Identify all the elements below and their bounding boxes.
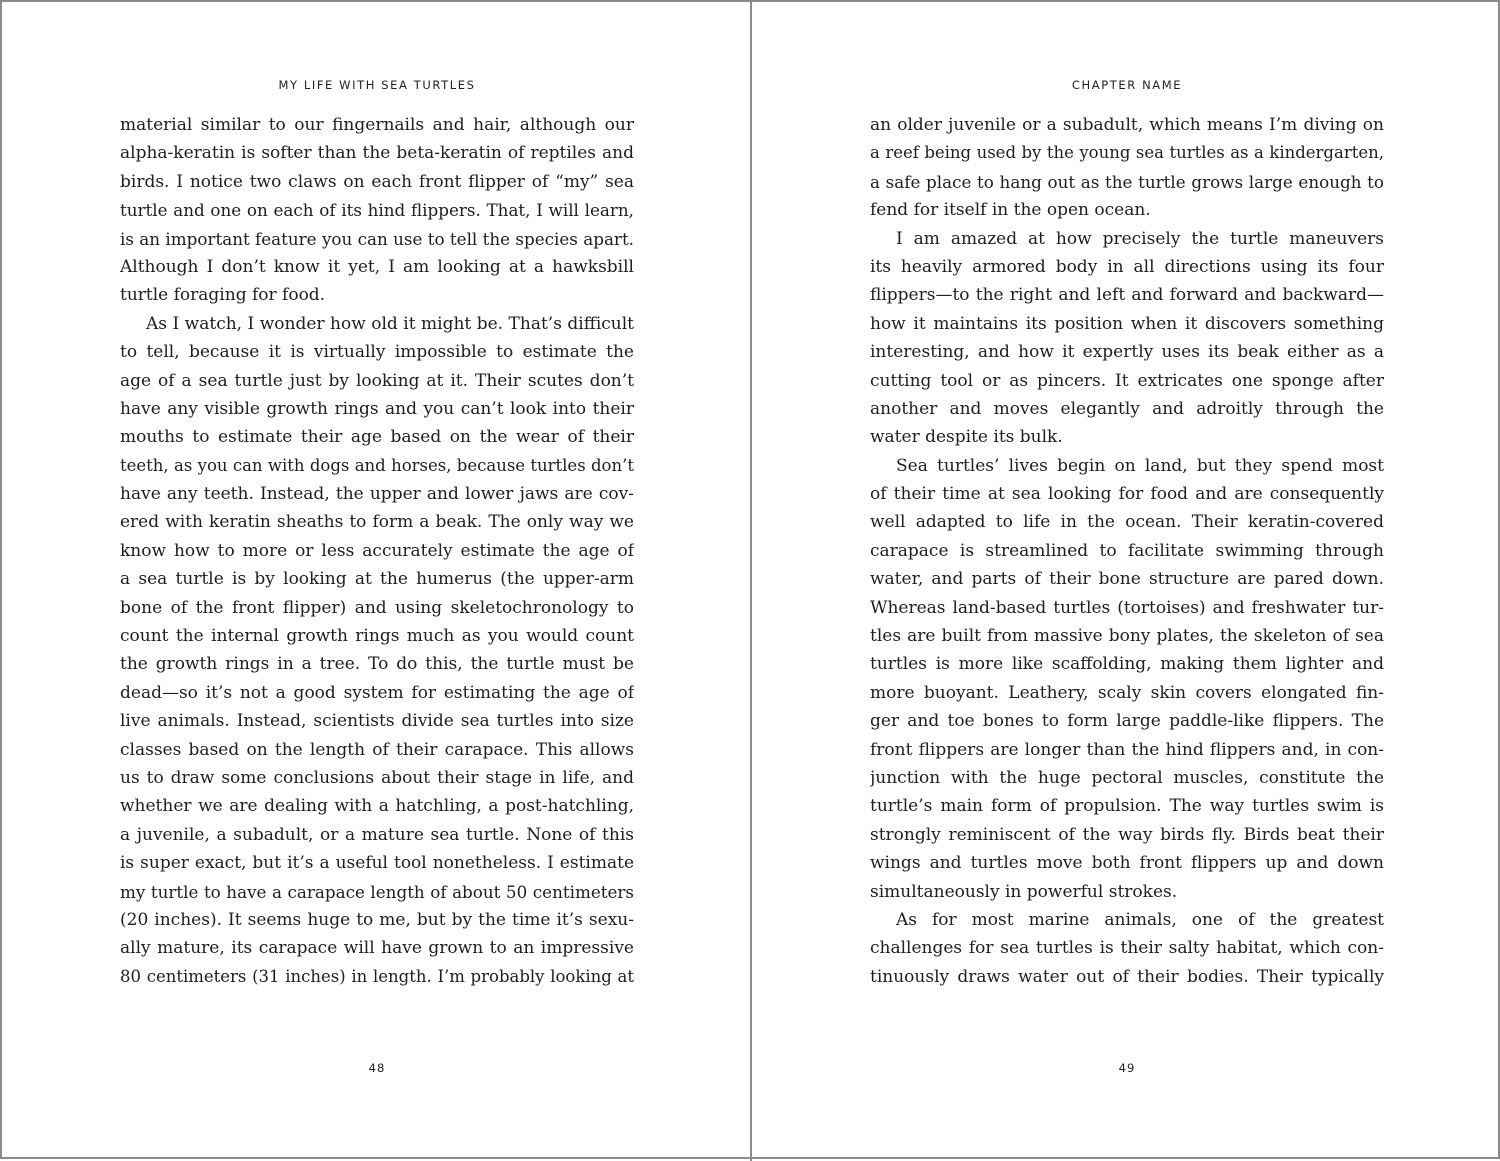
text-line: ally mature, its carapace will have grown to an impressive [120, 938, 634, 959]
text-line: turtle and one on each of its hind flippers. That, I will learn, [120, 200, 634, 221]
text-line: water, and parts of their bone structure are pared down. [870, 569, 1384, 590]
text-line: bone of the front flipper) and using skeletochronology to [120, 597, 634, 618]
text-line: Although I don’t know it yet, I am looking at a hawksbill [120, 256, 634, 277]
text-line: junction with the huge pectoral muscles, constitute the [870, 767, 1384, 788]
text-line: birds. I notice two claws on each front flipper of “my” sea [120, 171, 634, 192]
text-line: front flippers are longer than the hind flippers and, in con- [870, 739, 1384, 760]
text-line: 80 centimeters (31 inches) in length. I’m probably looking at [120, 966, 634, 986]
text-line: more buoyant. Leathery, scaly skin covers elongated fin- [870, 682, 1384, 703]
text-line: an older juvenile or a subadult, which means I’m diving on [870, 115, 1384, 135]
text-line: my turtle to have a carapace length of about 50 centimeters [120, 881, 634, 902]
text-line: turtles is more like scaffolding, making them lighter and [870, 654, 1384, 675]
text-line: a sea turtle is by looking at the humerus (the upper-arm [120, 569, 634, 590]
text-line: tinuously draws water out of their bodies. Their typically [870, 966, 1384, 987]
text-line: Sea turtles’ lives begin on land, but they spend most [896, 455, 1384, 476]
text-line: know how to more or less accurately estimate the age of [120, 540, 634, 561]
text-line: As I watch, I wonder how old it might be. That’s difficult [146, 313, 634, 334]
text-line: I am amazed at how precisely the turtle maneuvers [896, 228, 1384, 249]
text-line: turtle foraging for food. [120, 285, 326, 306]
text-line: carapace is streamlined to facilitate swimming through [870, 540, 1384, 561]
running-head-left: MY LIFE WITH SEA TURTLES [278, 78, 476, 92]
right-page [870, 2, 1384, 1161]
text-line: dead—so it’s not a good system for estimating the age of [120, 682, 634, 703]
text-line: age of a sea turtle just by looking at it. Their scutes don’t [120, 370, 634, 391]
text-line: teeth, as you can with dogs and horses, because turtles don’t [120, 455, 634, 475]
body-text-left [120, 111, 634, 991]
text-line: wings and turtles move both front flippers up and down [870, 853, 1384, 874]
text-line: (20 inches). It seems huge to me, but by the time it’s sexu- [120, 909, 634, 930]
text-line: ered with keratin sheaths to form a beak. The only way we [120, 512, 634, 533]
text-line: us to draw some conclusions about their stage in life, and [120, 767, 634, 788]
text-line: have any visible growth rings and you can’t look into their [120, 398, 634, 419]
text-line: strongly reminiscent of the way birds fly. Birds beat their [870, 824, 1384, 845]
text-line: classes based on the length of their carapace. This allows [120, 739, 634, 760]
text-line: another and moves elegantly and adroitly through the [870, 398, 1384, 419]
text-line: water despite its bulk. [870, 427, 1063, 448]
text-line: fend for itself in the open ocean. [870, 200, 1151, 221]
text-line: turtle’s main form of propulsion. The way turtles swim is [870, 796, 1384, 817]
text-line: material similar to our fingernails and hair, although our [120, 115, 634, 135]
text-line: cutting tool or as pincers. It extricates one sponge after [870, 370, 1384, 391]
text-line: count the internal growth rings much as you would count [120, 626, 634, 647]
text-line: challenges for sea turtles is their salty habitat, which con- [870, 938, 1384, 959]
text-line: a safe place to hang out as the turtle grows large enough to [870, 171, 1384, 192]
text-line: have any teeth. Instead, the upper and lower jaws are cov- [120, 484, 634, 505]
text-line: is an important feature you can use to tell the species apart. [120, 228, 634, 249]
body-text-right [870, 111, 1384, 991]
text-line: alpha-keratin is softer than the beta-keratin of reptiles and [120, 143, 634, 164]
text-line: simultaneously in powerful strokes. [870, 881, 1178, 902]
left-page [120, 2, 634, 1161]
text-line: As for most marine animals, one of the greatest [896, 909, 1384, 930]
text-line: a juvenile, a subadult, or a mature sea turtle. None of this [120, 824, 634, 845]
text-line: to tell, because it is virtually impossible to estimate the [120, 342, 634, 363]
page-number-right: 49 [1118, 1061, 1136, 1075]
text-line: is super exact, but it’s a useful tool nonetheless. I estimate [120, 853, 634, 874]
text-line: a reef being used by the young sea turtles as a kindergarten, [870, 143, 1384, 163]
text-line: interesting, and how it expertly uses its beak either as a [870, 342, 1384, 363]
text-line: its heavily armored body in all directions using its four [870, 256, 1384, 277]
text-line: well adapted to life in the ocean. Their keratin-covered [870, 512, 1384, 533]
page-gutter-divider [750, 2, 752, 1161]
page-number-left: 48 [368, 1061, 386, 1075]
text-line: tles are built from massive bony plates, the skeleton of sea [870, 626, 1384, 647]
text-line: mouths to estimate their age based on the wear of their [120, 427, 634, 448]
text-line: flippers—to the right and left and forward and backward— [870, 285, 1384, 306]
text-line: how it maintains its position when it discovers something [870, 313, 1384, 334]
text-line: whether we are dealing with a hatchling, a post-hatchling, [120, 796, 634, 817]
text-line: of their time at sea looking for food and are consequently [870, 484, 1384, 505]
text-line: live animals. Instead, scientists divide sea turtles into size [120, 711, 634, 732]
text-line: the growth rings in a tree. To do this, the turtle must be [120, 654, 634, 675]
text-line: ger and toe bones to form large paddle-like flippers. The [870, 711, 1384, 732]
text-line: Whereas land-based turtles (tortoises) and freshwater tur- [870, 597, 1384, 618]
running-head-right: CHAPTER NAME [1071, 78, 1183, 92]
